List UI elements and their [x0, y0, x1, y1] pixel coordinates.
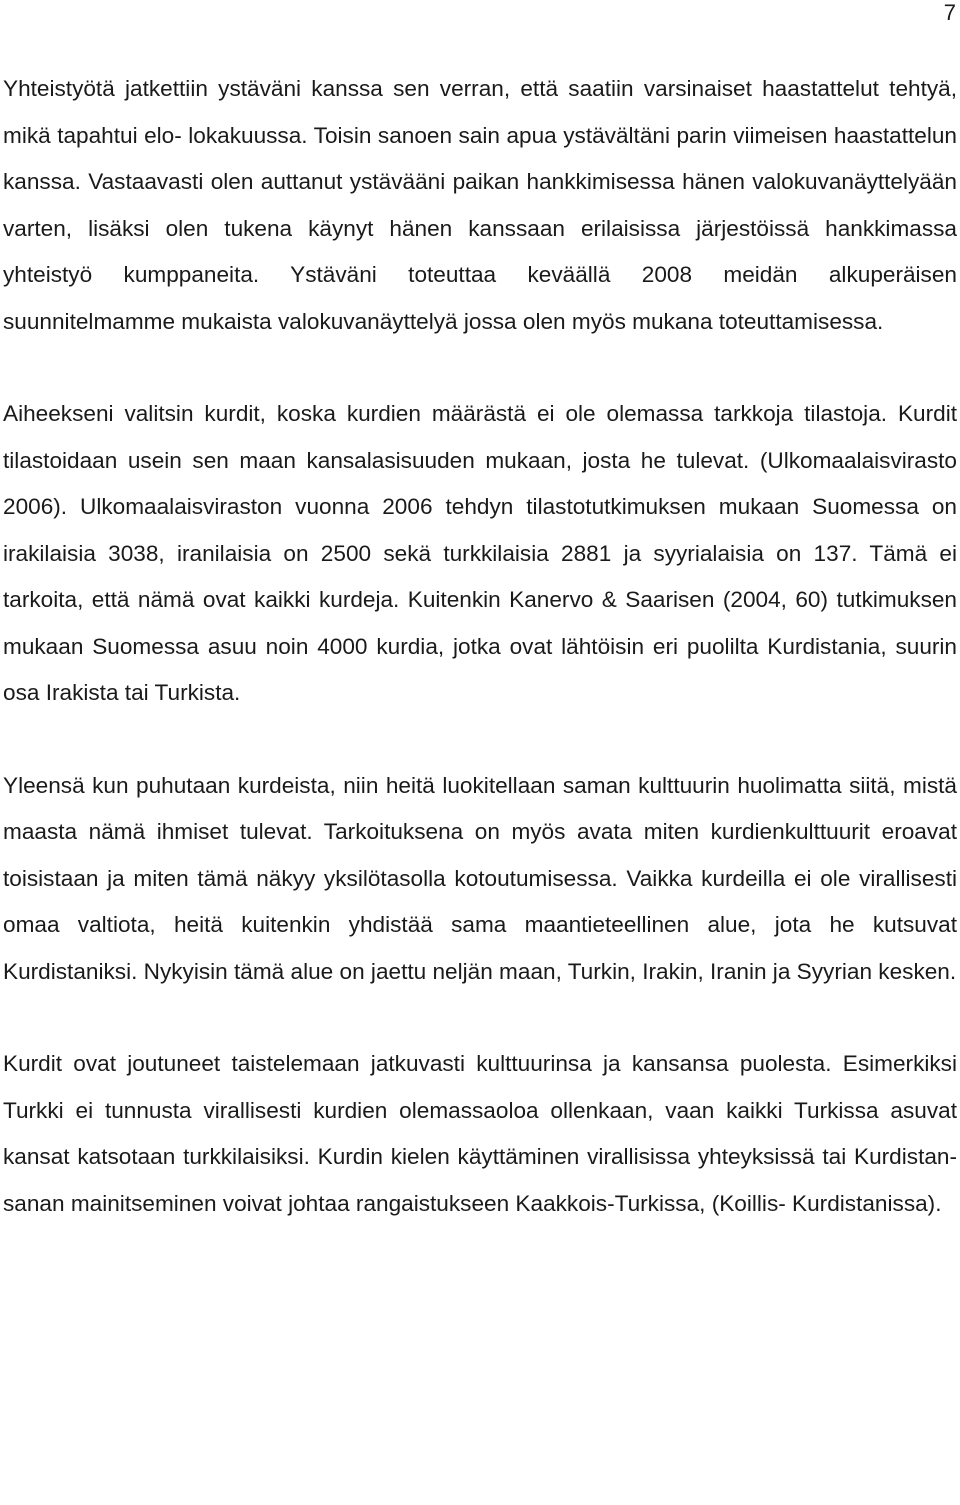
paragraph-kurdish-cultures: Yleensä kun puhutaan kurdeista, niin heitä luokitellaan saman kulttuurin huolimatta siitä, mistä maasta nämä ihmiset tulevat. Tarkoituksena on myös avata miten kurdienkulttuurit eroavat toisistaan ja miten tämä näkyy yksilötasolla kotoutumisessa. Vaikka kurdeilla ei ole virallisesti omaa valtiota, heitä kuitenkin yhdistää sama maantieteellinen alue, jota he kutsuvat Kurdistaniksi. Nykyisin tämä alue on jaettu neljän maan, Turkin, Irakin, Iranin ja Syyrian kesken.	[3, 772, 957, 984]
page-number: 7	[943, 0, 956, 25]
paragraph-collaboration: Yhteistyötä jatkettiin ystäväni kanssa sen verran, että saatiin varsinaiset haastattelut tehtyä, mikä tapahtui elo- lokakuussa. Toisin sanoen sain apua ystävältäni parin viimeisen haastattelun kanssa. Vastaavasti olen auttanut ystävääni paikan hankkimisessa hänen valokuvanäyttelyään varten, lisäksi olen tukena käynyt hänen kanssaan erilaisissa järjestöissä hankkimassa yhteistyö kumppaneita. Ystäväni toteuttaa keväällä 2008 meidän alkuperäisen suunnitelmamme mukaista valokuvanäyttelyä jossa olen myös mukana toteuttamisessa.	[3, 76, 957, 334]
paragraph-struggle: Kurdit ovat joutuneet taistelemaan jatkuvasti kulttuurinsa ja kansansa puolesta. Esimerkiksi Turkki ei tunnusta virallisesti kurdien olemassaoloa ollenkaan, vaan kaikki Turkissa asuvat kansat katsotaan turkkilaisiksi. Kurdin kielen käyttäminen virallisissa yhteyksissä tai Kurdistan-sanan mainitseminen voivat johtaa rangaistukseen Kaakkois-Turkissa, (Koillis- Kurdistanissa).	[3, 1051, 957, 1216]
document-body	[3, 66, 957, 1227]
paragraph-topic-statistics: Aiheekseni valitsin kurdit, koska kurdien määrästä ei ole olemassa tarkkoja tilastoja. Kurdit tilastoidaan usein sen maan kansalasisuuden mukaan, josta he tulevat. (Ulkomaalaisvirasto 2006). Ulkomaalaisviraston vuonna 2006 tehdyn tilastotutkimuksen mukaan Suomessa on irakilaisia 3038, iranilaisia on 2500 sekä turkkilaisia 2881 ja syyrialaisia on 137. Tämä ei tarkoita, että nämä ovat kaikki kurdeja. Kuitenkin Kanervo & Saarisen (2004, 60) tutkimuksen mukaan Suomessa asuu noin 4000 kurdia, jotka ovat lähtöisin eri puolilta Kurdistania, suurin osa Irakista tai Turkista.	[3, 401, 957, 705]
